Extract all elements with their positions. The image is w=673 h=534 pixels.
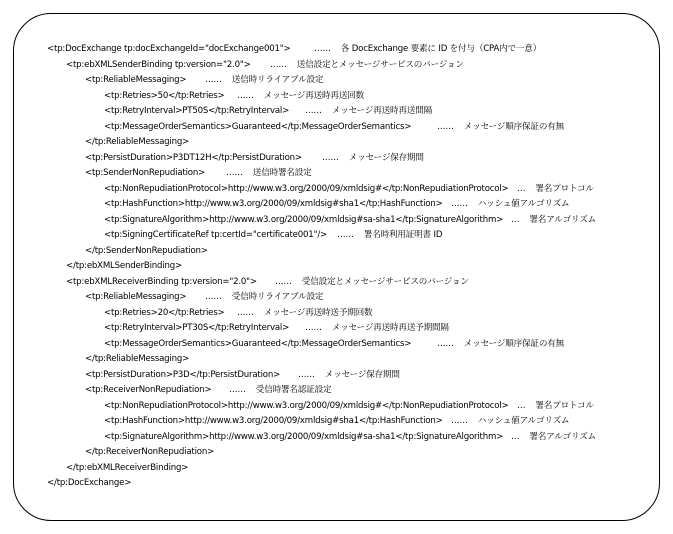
xml-code: <tp:SenderNonRepudiation> [85,168,206,178]
annotation: …… メッセージ保存期間 [322,153,424,163]
xml-code: <tp:MessageOrderSemantics>Guaranteed</tp:MessageOrderSemantics> [104,122,412,132]
xml-code: <tp:ebXMLReceiverBinding tp:version="2.0"> [66,277,257,287]
xml-code: <tp:RetryInterval>PT50S</tp:RetryInterval> [104,106,290,116]
annotation: …… メッセージ再送時再送回数 [237,91,365,101]
xml-code: <tp:PersistDuration>P3D</tp:PersistDuration> [85,370,281,380]
annotation: …… 送信設定とメッセージサービスのバージョン [270,60,464,70]
xml-code: <tp:DocExchange tp:docExchangeId="docExchange001"> [47,44,291,54]
xml-code: </tp:SenderNonRepudiation> [85,246,208,256]
xml-code: </tp:ReliableMessaging> [85,137,190,147]
xml-code: <tp:SignatureAlgorithm>http://www.w3.org/2000/09/xmldsig#sa-sha1</tp:SignatureAlgorithm> [104,215,504,225]
xml-code: <tp:Retries>20</tp:Retries> [104,308,225,318]
xml-code: <tp:RetryInterval>PT30S</tp:RetryInterval> [104,323,290,333]
annotation: … 署名プロトコル [517,184,594,194]
xml-code: <tp:HashFunction>http://www.w3.org/2000/09/xmldsig#sha1</tp:HashFunction> [104,416,443,426]
xml-code: <tp:NonRepudiationProtocol>http://www.w3.org/2000/09/xmldsig#</tp:NonRepudiationProtocol> [104,184,509,194]
annotation: …… 受信時署名認証設定 [229,385,332,395]
annotation: …… メッセージ再送時再送間隔 [305,106,433,116]
xml-code: <tp:ReliableMessaging> [85,75,187,85]
annotation: …… 署名時利用証明書 ID [337,230,443,240]
xml-code: </tp:ebXMLReceiverBinding> [66,463,189,473]
annotation: …… 各 DocExchange 要素に ID を付与（CPA内で一意） [314,44,542,54]
annotation: …… 受信時リライアブル設定 [205,292,324,302]
annotation: … 署名プロトコル [517,401,594,411]
annotation: …… メッセージ再送時再送予期間隔 [305,323,449,333]
xml-code: <tp:SigningCertificateRef tp:certId="certificate001"/> [104,230,328,240]
xml-code: <tp:ReliableMessaging> [85,292,187,302]
annotation: …… 送信時署名設定 [226,168,312,178]
xml-code: <tp:SignatureAlgorithm>http://www.w3.org/2000/09/xmldsig#sa-sha1</tp:SignatureAlgorithm> [104,432,504,442]
annotation: …… メッセージ順序保証の有無 [437,122,565,132]
xml-code: <tp:HashFunction>http://www.w3.org/2000/09/xmldsig#sha1</tp:HashFunction> [104,199,443,209]
xml-code: <tp:Retries>50</tp:Retries> [104,91,225,101]
annotation: …… 送信時リライアブル設定 [205,75,324,85]
annotation: …… メッセージ保存期間 [298,370,400,380]
xml-code: </tp:ReliableMessaging> [85,354,190,364]
annotation: …… ハッシュ値アルゴリズム [451,199,570,209]
annotation: … 署名アルゴリズム [511,432,597,442]
annotation: …… メッセージ順序保証の有無 [437,339,565,349]
annotation: …… 受信設定とメッセージサービスのバージョン [275,277,469,287]
annotation: …… ハッシュ値アルゴリズム [451,416,570,426]
annotation: … 署名アルゴリズム [511,215,597,225]
annotation: …… メッセージ再送時送予期回数 [237,308,373,318]
xml-code: </tp:ebXMLSenderBinding> [66,261,182,271]
xml-code: <tp:MessageOrderSemantics>Guaranteed</tp:MessageOrderSemantics> [104,339,412,349]
xml-code: <tp:NonRepudiationProtocol>http://www.w3.org/2000/09/xmldsig#</tp:NonRepudiationProtocol> [104,401,509,411]
xml-code: <tp:ebXMLSenderBinding tp:version="2.0"> [66,60,251,70]
xml-code: </tp:DocExchange> [47,478,132,488]
xml-code: <tp:ReceiverNonRepudiation> [85,385,212,395]
xml-code: <tp:PersistDuration>P3DT12H</tp:PersistDuration> [85,153,302,163]
xml-code: </tp:ReceiverNonRepudiation> [85,447,215,457]
